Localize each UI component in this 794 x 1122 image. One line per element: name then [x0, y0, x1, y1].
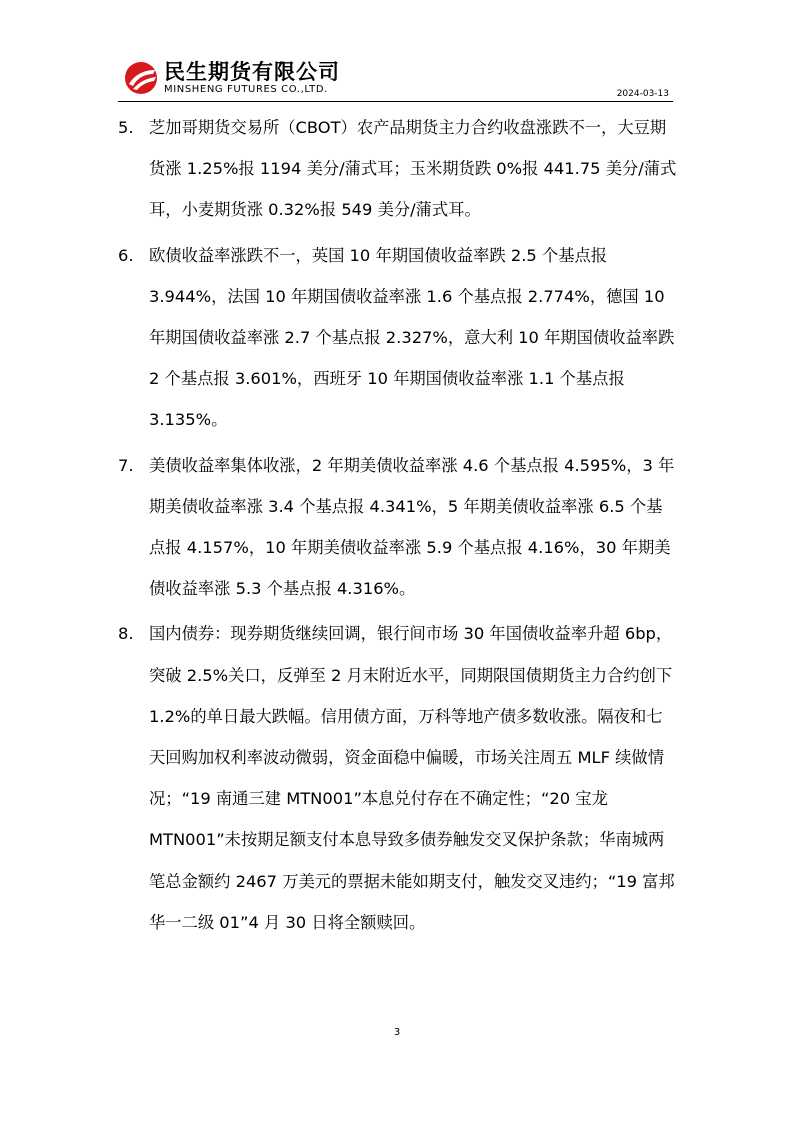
list-item — [118, 107, 678, 231]
brand-name-cn: 民生期货有限公司 — [164, 60, 340, 84]
brand-name-en: MINSHENG FUTURES CO.,LTD. — [164, 84, 328, 95]
item-number: 6. — [118, 245, 134, 265]
item-number: 7. — [118, 455, 134, 475]
item-text: 欧债收益率涨跌不一，英国 10 年期国债收益率跌 2.5 个基点报 3.944%，法国 10 年期国债收益率涨 1.6 个基点报 2.774%，德国 10 年期国债收益率涨 2.7 个基点报 2.327%，意大利 10 年期国债收益率跌 2 个基点报 3.601%，西班牙 10 年期国债收益率涨 1.1 个基点报 3.135%。 — [149, 245, 675, 430]
list-item — [118, 613, 678, 943]
news-list — [118, 107, 678, 947]
minsheng-logo-icon — [123, 60, 159, 96]
item-number: 5. — [118, 118, 134, 137]
item-text: 芝加哥期货交易所（CBOT）农产品期货主力合约收盘涨跌不一，大豆期货涨 1.25%报 1194 美分/蒲式耳；玉米期货跌 0%报 441.75 美分/蒲式耳，小麦期货涨 0.32%报 549 美分/蒲式耳。 — [149, 118, 677, 220]
list-item — [118, 235, 678, 441]
report-date: 2024-03-13 — [616, 89, 669, 99]
item-text: 国内债券：现券期货继续回调，银行间市场 30 年国债收益率升超 6bp，突破 2.5%关口，反弹至 2 月末附近水平，同期限国债期货主力合约创下 1.2%的单日最大跌幅。信用债方面，万科等地产债多数收涨。隔夜和七天回购加权利率波动微弱，资金面稳中偏暖，市场关注周五 MLF 续做情况；“19 南通三建 MTN001”本息兑付存在不确定性；“20 宝龙 MTN001”未按期足额支付本息导致多债券触发交叉保护条款；华南城两笔总金额约 2467 万美元的票据未能如期支付，触发交叉违约；“19 富邦华一二级 01”4 月 30 日将全额赎回。 — [149, 624, 675, 932]
header-divider — [118, 101, 673, 102]
page-number: 3 — [393, 1027, 401, 1038]
page-header — [118, 44, 673, 102]
item-number: 8. — [118, 624, 134, 644]
list-item — [118, 445, 678, 610]
item-text: 美债收益率集体收涨，2 年期美债收益率涨 4.6 个基点报 4.595%，3 年期美债收益率涨 3.4 个基点报 4.341%，5 年期美债收益率涨 6.5 个基点报 4.157%，10 年期美债收益率涨 5.9 个基点报 4.16%，30 年期美债收益率涨 5.3 个基点报 4.316%。 — [149, 455, 675, 599]
